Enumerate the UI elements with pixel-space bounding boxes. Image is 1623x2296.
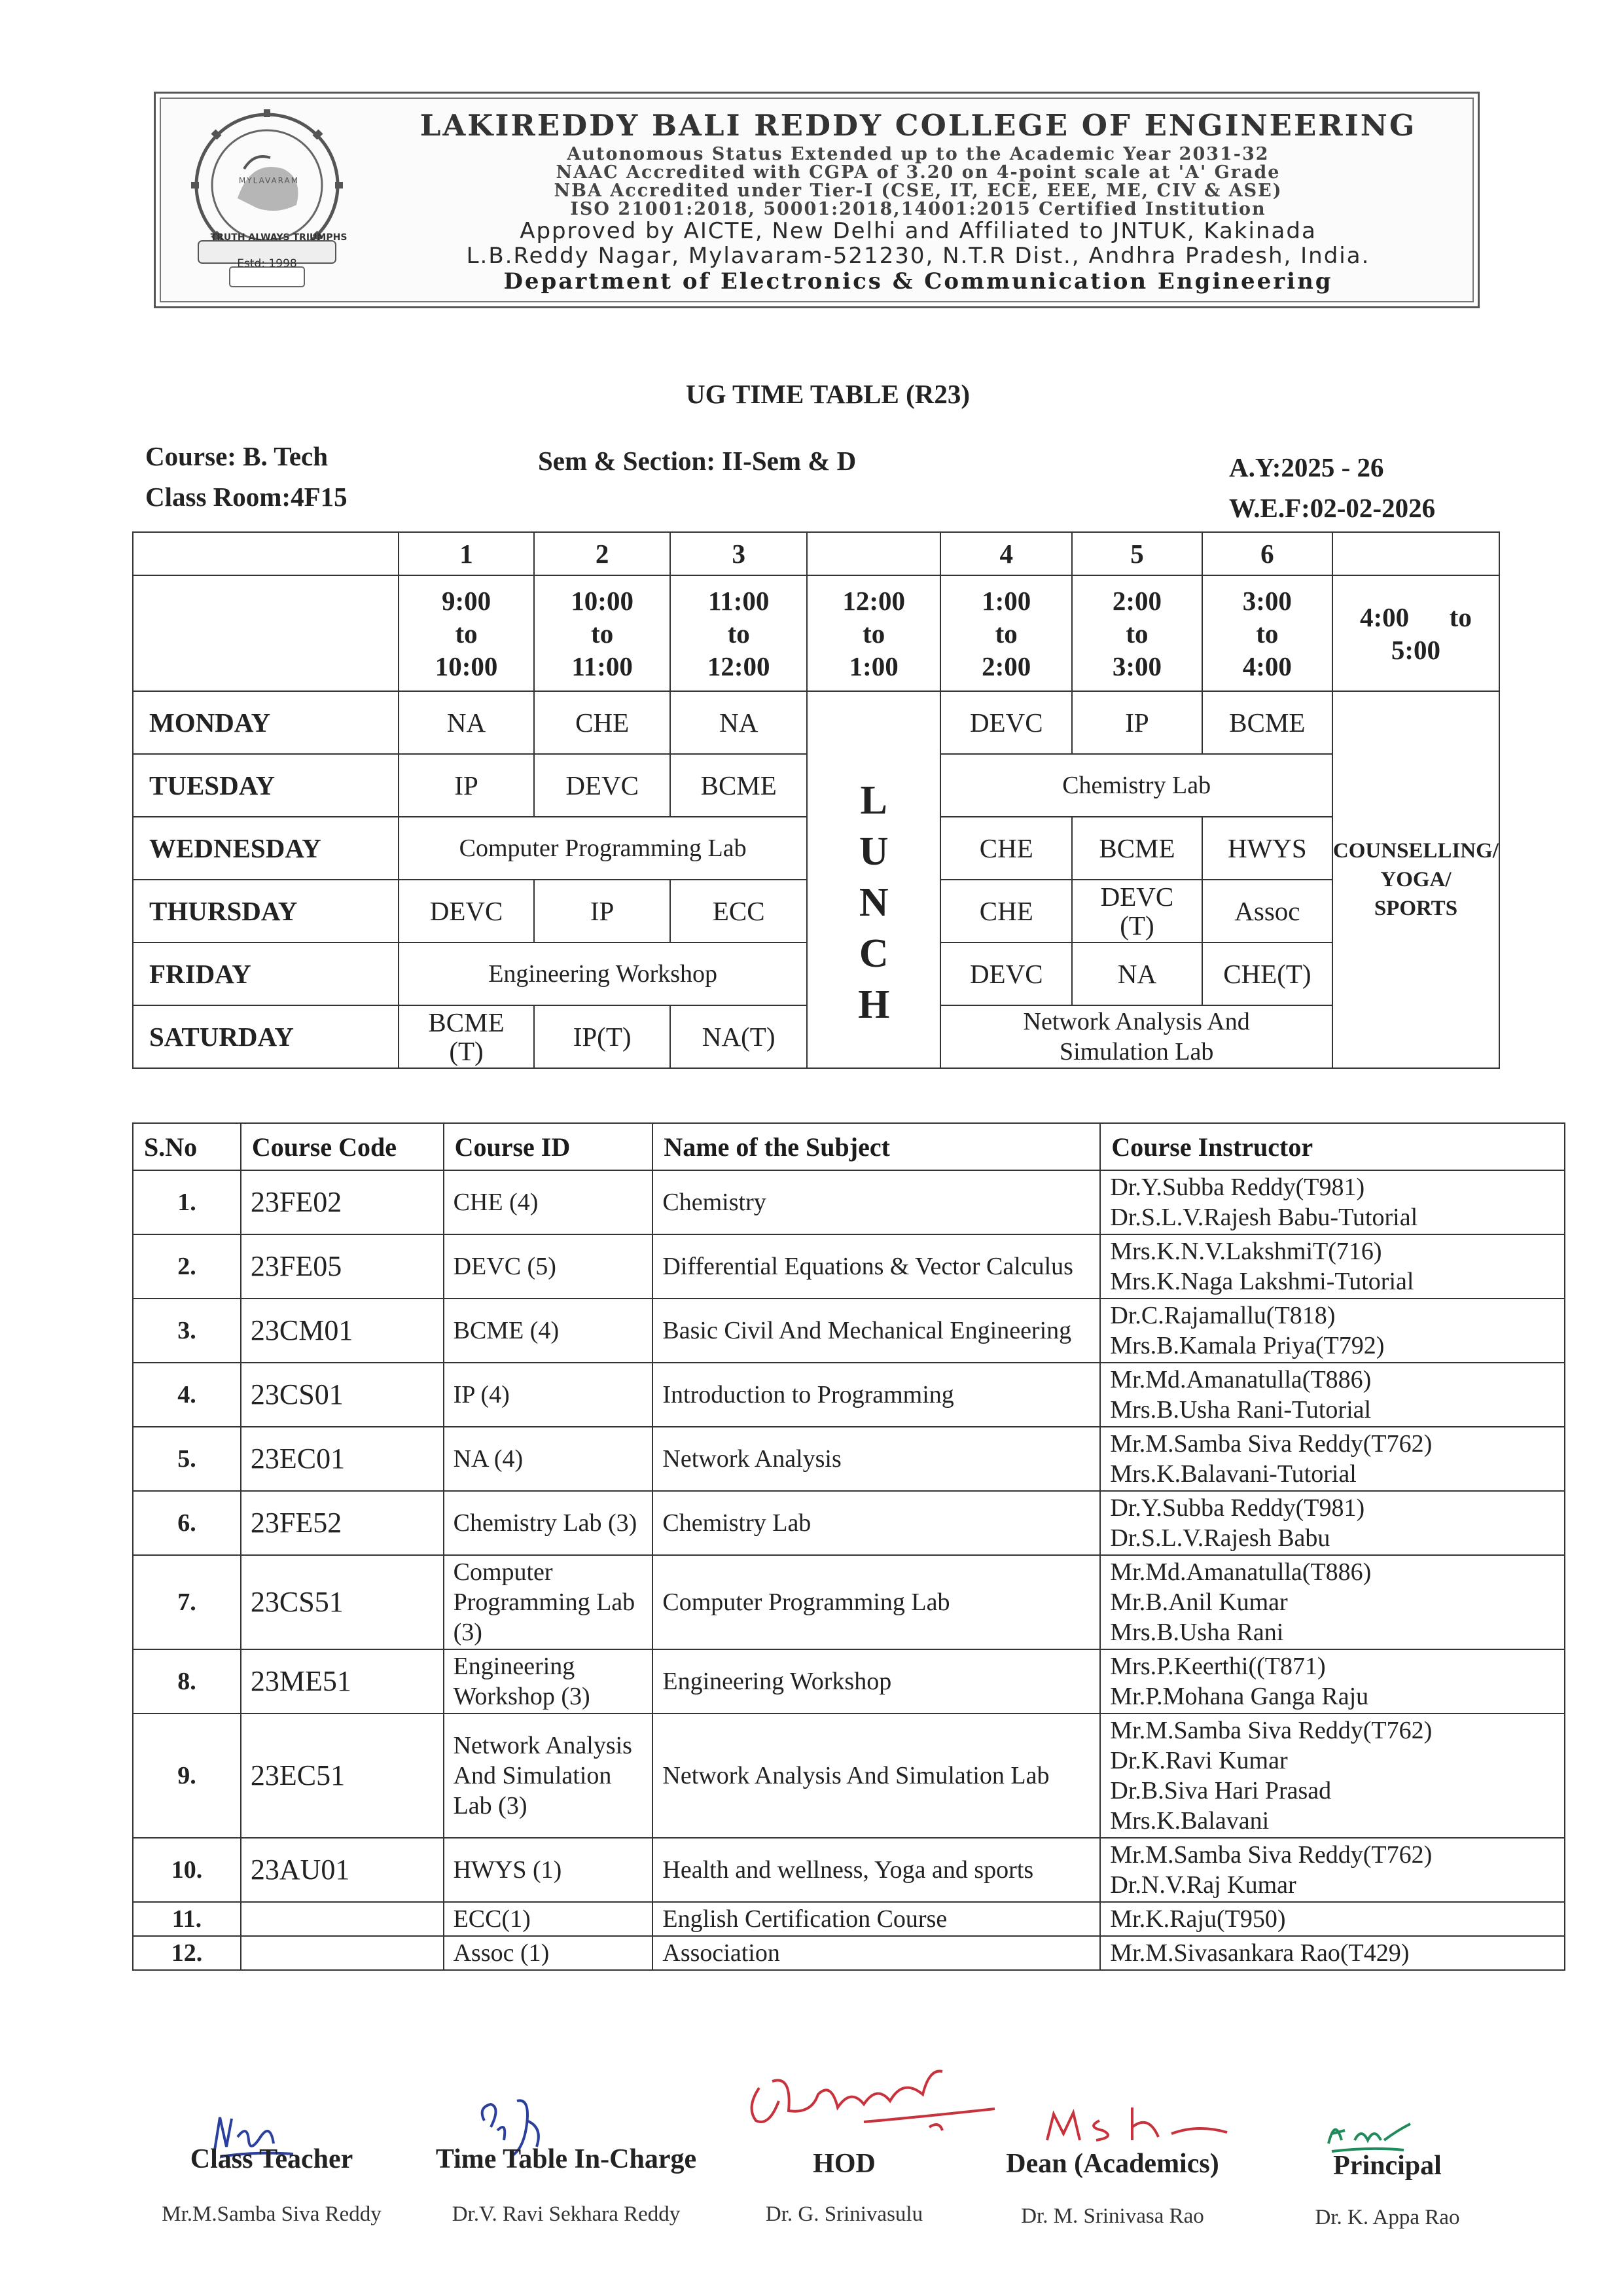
- course-row: [133, 1902, 1565, 1936]
- instructor-name: Dr.Y.Subba Reddy(T981): [1110, 1174, 1365, 1201]
- course-name: Basic Civil And Mechanical Engineering: [652, 1299, 1100, 1363]
- slot: ECC: [670, 880, 807, 942]
- instructor-name: Dr.S.L.V.Rajesh Babu-Tutorial: [1110, 1204, 1418, 1231]
- column-header: Course Code: [241, 1123, 444, 1170]
- period-number-row: [133, 532, 1499, 575]
- instructor-name: Mr.B.Anil Kumar: [1110, 1588, 1288, 1616]
- course-name: Engineering Workshop: [652, 1649, 1100, 1713]
- course-name: Introduction to Programming: [652, 1363, 1100, 1427]
- course-sno: 7.: [133, 1555, 241, 1649]
- slot: NA: [670, 691, 807, 754]
- instructor-name: Mr.K.Raju(T950): [1110, 1905, 1286, 1933]
- period-time: 3:00 to 4:00: [1202, 575, 1332, 691]
- course-instructors: [1100, 1427, 1565, 1491]
- course-sno: 12.: [133, 1936, 241, 1970]
- course-id: IP (4): [444, 1363, 653, 1427]
- slot: NA: [1072, 942, 1202, 1005]
- timetable-incharge-title: Time Table In-Charge: [435, 2144, 697, 2174]
- course-row: [133, 1713, 1565, 1838]
- period-time: 9:00 to 10:00: [399, 575, 534, 691]
- period-time: 11:00 to 12:00: [670, 575, 807, 691]
- course-id: Assoc (1): [444, 1936, 653, 1970]
- class-teacher-name: Mr.M.Samba Siva Reddy: [162, 2202, 382, 2226]
- period-number: 3: [670, 532, 807, 575]
- instructor-name: Mr.M.Samba Siva Reddy(T762): [1110, 1717, 1433, 1744]
- instructor-name: Mrs.B.Kamala Priya(T792): [1110, 1332, 1385, 1359]
- course-row: [133, 1649, 1565, 1713]
- instructor-name: Mrs.K.Balavani: [1110, 1807, 1270, 1835]
- period-number: 1: [399, 532, 534, 575]
- course-row: [133, 1234, 1565, 1299]
- accreditation-line: NAAC Accredited with CGPA of 3.20 on 4-point scale at 'A' Grade: [556, 162, 1281, 183]
- slot: Assoc: [1202, 880, 1332, 942]
- day-row-monday: [133, 691, 1499, 754]
- period-time: 4:00 to 5:00: [1332, 575, 1499, 691]
- lab-slot: Network Analysis And Simulation Lab: [940, 1005, 1332, 1068]
- slot: NA(T): [670, 1005, 807, 1068]
- accreditation-line: NBA Accredited under Tier-I (CSE, IT, ECE, EEE, ME, CIV & ASE): [554, 181, 1283, 201]
- slot: IP: [1072, 691, 1202, 754]
- course-name: Association: [652, 1936, 1100, 1970]
- period-number: 6: [1202, 532, 1332, 575]
- course-code: 23FE52: [241, 1491, 444, 1555]
- period-number: 2: [534, 532, 671, 575]
- course-id: NA (4): [444, 1427, 653, 1491]
- course-instructors: [1100, 1838, 1565, 1902]
- course-instructors: [1100, 1299, 1565, 1363]
- course-sno: 11.: [133, 1902, 241, 1936]
- letterhead: [154, 92, 1480, 308]
- period-time: 1:00 to 2:00: [940, 575, 1072, 691]
- course-sno: 9.: [133, 1713, 241, 1838]
- course-instructors: [1100, 1902, 1565, 1936]
- course-code: 23CS51: [241, 1555, 444, 1649]
- period-time-row: [133, 575, 1499, 691]
- course-sno: 6.: [133, 1491, 241, 1555]
- department-name: Department of Electronics & Communication Engineering: [503, 268, 1333, 295]
- instructor-name: Mr.Md.Amanatulla(T886): [1110, 1558, 1372, 1586]
- principal-name: Dr. K. Appa Rao: [1315, 2206, 1460, 2229]
- slot: DEVC: [534, 754, 671, 817]
- course-code: 23EC51: [241, 1713, 444, 1838]
- column-header: Course ID: [444, 1123, 653, 1170]
- course-name: Chemistry Lab: [652, 1491, 1100, 1555]
- course-code: 23AU01: [241, 1838, 444, 1902]
- slot: CHE: [940, 817, 1072, 880]
- course-name: Health and wellness, Yoga and sports: [652, 1838, 1100, 1902]
- course-sno: 3.: [133, 1299, 241, 1363]
- accreditation-line: Autonomous Status Extended up to the Academic Year 2031-32: [567, 144, 1270, 164]
- instructor-name: Mrs.B.Usha Rani: [1110, 1619, 1284, 1646]
- course-row: [133, 1936, 1565, 1970]
- course-table-body: [133, 1170, 1565, 1970]
- hod-name: Dr. G. Srinivasulu: [765, 2202, 923, 2226]
- course-id: BCME (4): [444, 1299, 653, 1363]
- course-id: Engineering Workshop (3): [444, 1649, 653, 1713]
- slot: BCME (T): [399, 1005, 534, 1068]
- lunch-cell: L U N C H: [807, 691, 940, 1068]
- principal-title: Principal: [1333, 2151, 1442, 2181]
- slot: BCME: [1072, 817, 1202, 880]
- period-number: 5: [1072, 532, 1202, 575]
- instructor-name: Dr.K.Ravi Kumar: [1110, 1747, 1288, 1774]
- instructor-name: Mr.M.Samba Siva Reddy(T762): [1110, 1430, 1433, 1458]
- logo-place: MYLAVARAM: [238, 176, 300, 185]
- course-row: [133, 1838, 1565, 1902]
- dean-signature: [1041, 2101, 1237, 2153]
- course-sno: 4.: [133, 1363, 241, 1427]
- course-instructors: [1100, 1234, 1565, 1299]
- timetable: [132, 531, 1500, 1069]
- instructor-name: Mrs.P.Keerthi((T871): [1110, 1653, 1326, 1680]
- course-sno: 1.: [133, 1170, 241, 1234]
- course-code: [241, 1936, 444, 1970]
- course-id: DEVC (5): [444, 1234, 653, 1299]
- class-teacher-title: Class Teacher: [190, 2144, 353, 2174]
- course-code: 23FE02: [241, 1170, 444, 1234]
- academic-year-label: A.Y:2025 - 26: [1229, 452, 1384, 482]
- slot: DEVC: [940, 942, 1072, 1005]
- course-code: 23CS01: [241, 1363, 444, 1427]
- extra-number-cell: [1332, 532, 1499, 575]
- course-name: Network Analysis: [652, 1427, 1100, 1491]
- instructor-name: Mr.M.Samba Siva Reddy(T762): [1110, 1841, 1433, 1869]
- column-header: Name of the Subject: [652, 1123, 1100, 1170]
- course-row: [133, 1299, 1565, 1363]
- approval-line: Approved by AICTE, New Delhi and Affiliated to JNTUK, Kakinada: [520, 218, 1317, 244]
- college-name: LAKIREDDY BALI REDDY COLLEGE OF ENGINEERING: [419, 108, 1417, 143]
- dean-title: Dean (Academics): [1006, 2149, 1219, 2179]
- course-instructors: [1100, 1491, 1565, 1555]
- course-row: [133, 1491, 1565, 1555]
- course-id: HWYS (1): [444, 1838, 653, 1902]
- instructor-name: Mr.M.Sivasankara Rao(T429): [1110, 1939, 1410, 1967]
- course-row: [133, 1427, 1565, 1491]
- course-code: 23ME51: [241, 1649, 444, 1713]
- address-line: L.B.Reddy Nagar, Mylavaram-521230, N.T.R Dist., Andhra Pradesh, India.: [466, 243, 1370, 269]
- slot: DEVC (T): [1072, 880, 1202, 942]
- day-label: FRIDAY: [133, 942, 399, 1005]
- course-code: 23FE05: [241, 1234, 444, 1299]
- instructor-name: Dr.B.Siva Hari Prasad: [1110, 1777, 1332, 1804]
- day-label: MONDAY: [133, 691, 399, 754]
- course-instructors: [1100, 1649, 1565, 1713]
- lab-slot: Computer Programming Lab: [399, 817, 807, 880]
- instructor-name: Mrs.K.N.V.LakshmiT(716): [1110, 1238, 1382, 1265]
- slot: NA: [399, 691, 534, 754]
- slot: CHE: [534, 691, 671, 754]
- course-table: [132, 1122, 1565, 1971]
- hod-title: HOD: [813, 2149, 876, 2179]
- course-instructors: [1100, 1555, 1565, 1649]
- course-label: Course: B. Tech: [145, 441, 329, 471]
- course-row: [133, 1363, 1565, 1427]
- course-name: English Certification Course: [652, 1902, 1100, 1936]
- timetable-incharge-name: Dr.V. Ravi Sekhara Reddy: [452, 2202, 681, 2226]
- period-time: 12:00 to 1:00: [807, 575, 940, 691]
- column-header: S.No: [133, 1123, 241, 1170]
- instructor-name: Dr.N.V.Raj Kumar: [1110, 1871, 1296, 1899]
- day-label: WEDNESDAY: [133, 817, 399, 880]
- course-code: 23EC01: [241, 1427, 444, 1491]
- slot: CHE(T): [1202, 942, 1332, 1005]
- instructor-name: Mr.Md.Amanatulla(T886): [1110, 1366, 1372, 1393]
- course-table-header: [133, 1123, 1565, 1170]
- lab-slot: Chemistry Lab: [940, 754, 1332, 817]
- course-sno: 2.: [133, 1234, 241, 1299]
- slot: BCME: [1202, 691, 1332, 754]
- course-instructors: [1100, 1170, 1565, 1234]
- course-instructors: [1100, 1936, 1565, 1970]
- course-sno: 8.: [133, 1649, 241, 1713]
- course-name: Chemistry: [652, 1170, 1100, 1234]
- period-time: 10:00 to 11:00: [534, 575, 671, 691]
- slot: DEVC: [940, 691, 1072, 754]
- lab-slot: Engineering Workshop: [399, 942, 807, 1005]
- course-sno: 10.: [133, 1838, 241, 1902]
- day-label: TUESDAY: [133, 754, 399, 817]
- hod-signature: [733, 2049, 1008, 2147]
- instructor-name: Mrs.K.Balavani-Tutorial: [1110, 1460, 1357, 1488]
- corner-cell: [133, 575, 399, 691]
- course-name: Computer Programming Lab: [652, 1555, 1100, 1649]
- logo-established: Estd: 1998: [237, 257, 297, 270]
- course-instructors: [1100, 1363, 1565, 1427]
- period-number: 4: [940, 532, 1072, 575]
- period-time: 2:00 to 3:00: [1072, 575, 1202, 691]
- slot: IP: [399, 754, 534, 817]
- course-id: Computer Programming Lab (3): [444, 1555, 653, 1649]
- instructor-name: Dr.C.Rajamallu(T818): [1110, 1302, 1336, 1329]
- day-label: THURSDAY: [133, 880, 399, 942]
- counselling-cell: COUNSELLING/ YOGA/ SPORTS: [1332, 691, 1499, 1068]
- lunch-number-cell: [807, 532, 940, 575]
- course-row: [133, 1555, 1565, 1649]
- instructor-name: Dr.Y.Subba Reddy(T981): [1110, 1494, 1365, 1522]
- accreditation-line: ISO 21001:2018, 50001:2018,14001:2015 Certified Institution: [570, 199, 1266, 219]
- slot: CHE: [940, 880, 1072, 942]
- day-label: SATURDAY: [133, 1005, 399, 1068]
- course-name: Differential Equations & Vector Calculus: [652, 1234, 1100, 1299]
- course-code: [241, 1902, 444, 1936]
- page-title: UG TIME TABLE (R23): [686, 379, 970, 409]
- slot: HWYS: [1202, 817, 1332, 880]
- letterhead-text: [372, 108, 1465, 295]
- slot: BCME: [670, 754, 807, 817]
- course-id: CHE (4): [444, 1170, 653, 1234]
- slot: DEVC: [399, 880, 534, 942]
- logo-motto: TRUTH ALWAYS TRIUMPHS: [210, 232, 348, 243]
- instructor-name: Mrs.K.Naga Lakshmi-Tutorial: [1110, 1268, 1414, 1295]
- course-id: Network Analysis And Simulation Lab (3): [444, 1713, 653, 1838]
- column-header: Course Instructor: [1100, 1123, 1565, 1170]
- course-instructors: [1100, 1713, 1565, 1838]
- dean-name: Dr. M. Srinivasa Rao: [1021, 2204, 1204, 2228]
- course-code: 23CM01: [241, 1299, 444, 1363]
- course-row: [133, 1170, 1565, 1234]
- course-name: Network Analysis And Simulation Lab: [652, 1713, 1100, 1838]
- course-id: ECC(1): [444, 1902, 653, 1936]
- classroom-label: Class Room:4F15: [145, 482, 348, 512]
- course-sno: 5.: [133, 1427, 241, 1491]
- instructor-name: Mrs.B.Usha Rani-Tutorial: [1110, 1396, 1372, 1424]
- corner-cell: [133, 532, 399, 575]
- slot: IP(T): [534, 1005, 671, 1068]
- wef-label: W.E.F:02-02-2026: [1229, 493, 1436, 523]
- sem-section-label: Sem & Section: II-Sem & D: [538, 446, 857, 476]
- slot: IP: [534, 880, 671, 942]
- instructor-name: Mr.P.Mohana Ganga Raju: [1110, 1683, 1369, 1710]
- instructor-name: Dr.S.L.V.Rajesh Babu: [1110, 1524, 1330, 1552]
- course-id: Chemistry Lab (3): [444, 1491, 653, 1555]
